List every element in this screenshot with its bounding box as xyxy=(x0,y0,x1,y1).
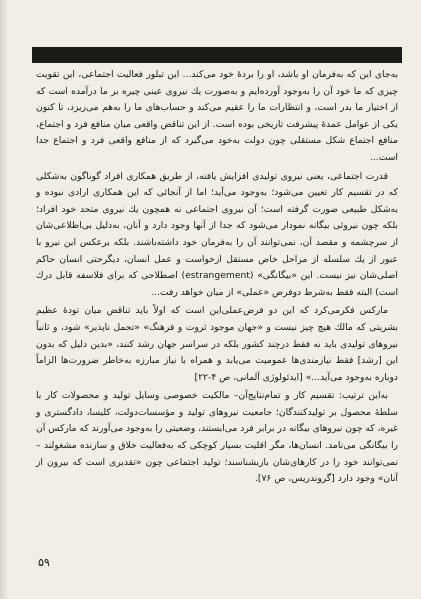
paragraph: مارکس فکرمی‌کرد که این دو فرض‌عملی‌این است که اولاً باید تناقض میان تودهٔ عظیم بشریتی که مالك هیچ چیز نیست و «جهان موجود ثروت و فرهنگ» «تحمل ناپذیر» شود، و ثانیاً نیروهای تولیدی باید نه فقط درچند کشور بلکه در سراسر جهان رشد کنند، «بدین دلیل که بدون این [رشد] فقط نیازمندی‌ها عمومیت می‌یابد و همراه با نیاز مبارزه به‌خاطر ضرورت‌ها الزاماً دوباره به‌وجود می‌آید...» [ایدئولوژی آلمانی، ص ۴-۲۲] xyxy=(36,305,398,383)
paragraph: به‌جای این که به‌فرمان او باشد، او را بردهٔ خود می‌کند... این تبلور فعالیت اجتماعی، این تقویت چیزی که ما خود آن را به‌وجود آورده‌ایم و به‌صورت یك نیروی عینی چیره بر ما درآمده است که از اختیار ما بدر است، و انتظارات ما را عقیم می‌کند و حساب‌های ما را به‌هم می‌ریزد، تا کنون یکی از عوامل عمدهٔ پیشرفت تاریخی بوده است. از این تناقض واقعی میان منافع فرد و اجتماع، منافع اجتماع شکل مستقلی چون دولت به‌خود می‌گیرد که از منافع واقعی فرد و اجتماع جدا است... xyxy=(36,69,398,163)
paragraph: به‌این ترتیب: تقسیم کار و تمام‌نتایج‌آن– مالکیت خصوصی وسایل تولید و محصولات کار با سلطهٔ محصول بر تولیدکنندگان؛ جامعیت نیروهای تولید و مؤسسات‌دولت، کلیسا، دادگستری و غیره، که چون نیروهای بیگانه در برابر فرد می‌ایستند، وضعیتی را به‌وجود می‌آورند که مارکس آن را بیگانگی می‌نامد. انسان‌ها، مگر اقلیت بسیار کوچکی که به‌فعالیت خلاق و سازنده مشغولند – نمی‌توانند خود را در کارهای‌شان بازبشناسند؛ تولید اجتماعی چون «تقدیری است که بیرون از آنان» وجود دارد [گروندریس، ص ۷۶]. xyxy=(36,390,398,485)
header-bar xyxy=(32,47,402,63)
scan-shadow xyxy=(0,0,9,599)
body-text xyxy=(36,67,398,488)
page-number: ۵۹ xyxy=(38,556,50,569)
paragraph: قدرت اجتماعی، یعنی نیروی تولیدی افزایش یافته، از طریق همکاری افراد گوناگون به‌شکلی که در تقسیم کار تعیین می‌شود؛ به‌وجود می‌آید؛ اما از آنجائی که این همکاری ارادی نبوده و به‌شکل طبیعی صورت گرفته است؛ آن نیروی اجتماعی نه همچون یك نیروی متحد خود افراد؛ بلکه چون نیروئی بیگانه نمودار می‌شود که جدا از آنها وجود دارد و آنان، به‌دلیل بی‌اطلاعی‌شان از سرچشمه و مقصد آن، نمی‌توانند آن را به‌فرمان خود داشته‌باشند. بلکه برعکس این نیرو با عبور از یك سلسله از مراحل خاص مستقل ازخواست و عمل انسان، دیگرحتی انسان حاکم اصلی‌شان نیز نیست. این «بیگانگی» (estrangement) اصطلاحی که برای فلاسفه قابل درك است) البته فقط به‌شرط دوفرض «عملی» از میان خواهد رفت... xyxy=(36,170,398,298)
